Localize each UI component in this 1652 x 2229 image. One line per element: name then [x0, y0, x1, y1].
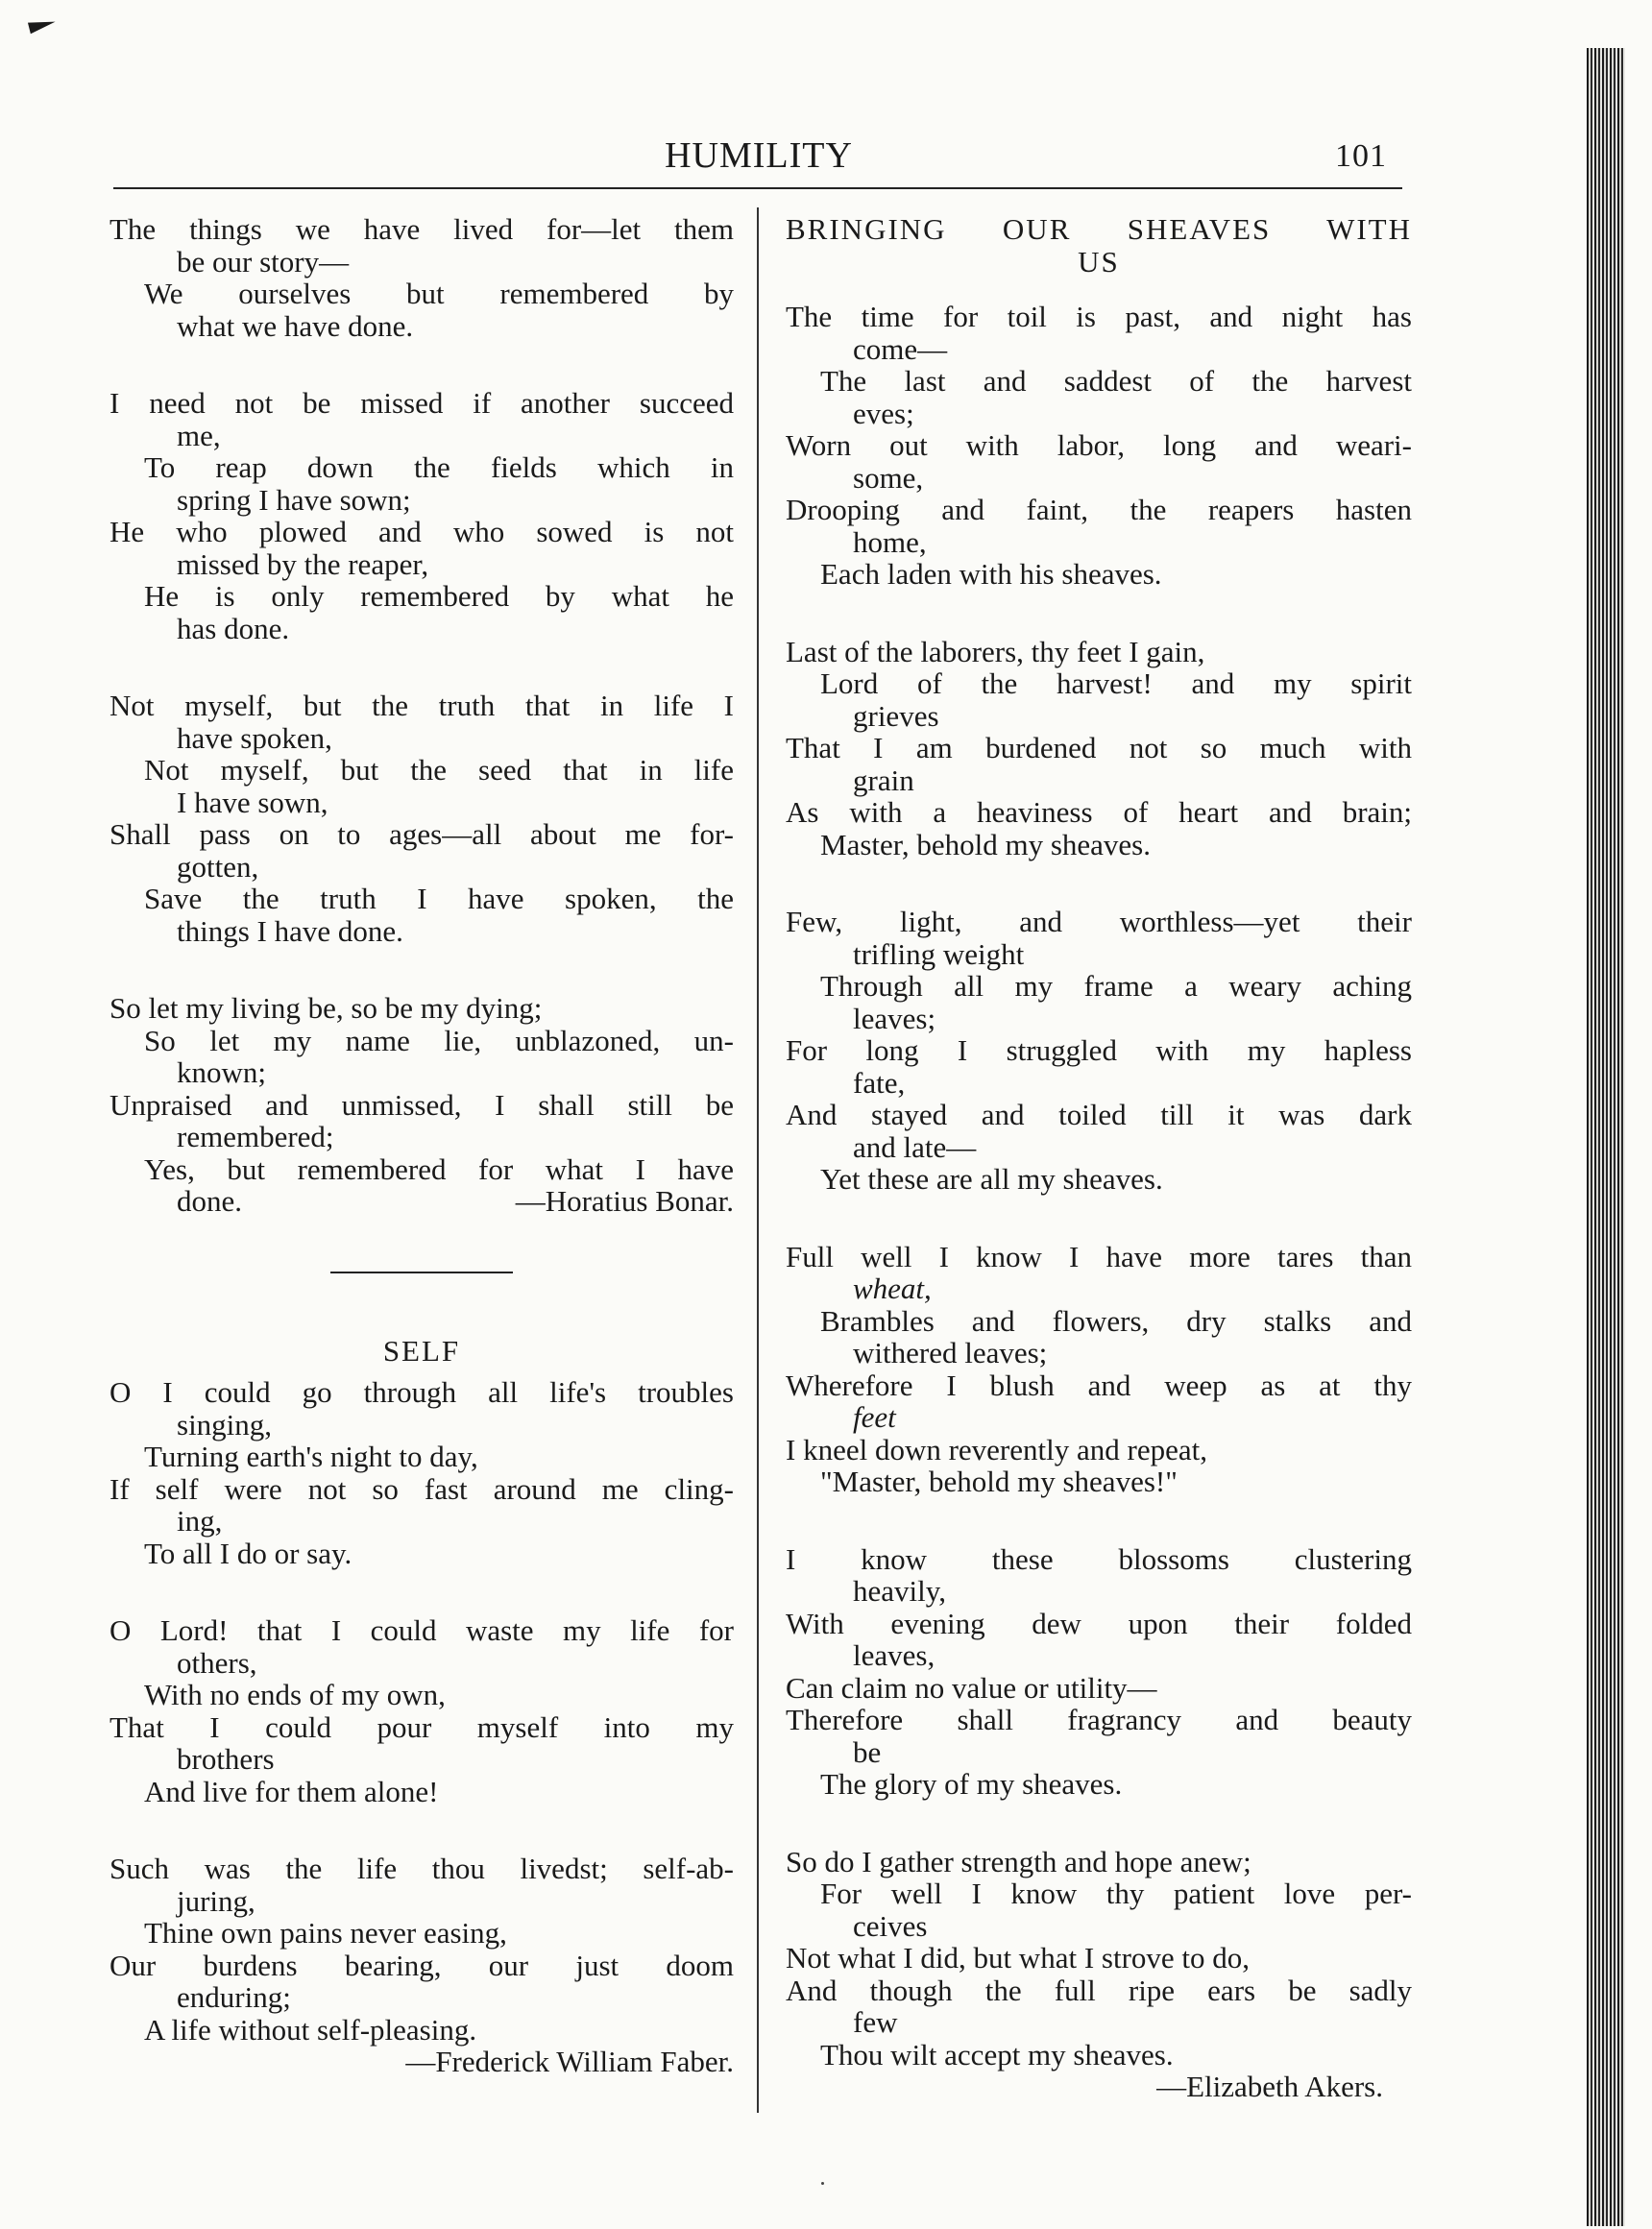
poem-line: I know these blossoms clustering: [786, 1541, 1412, 1576]
stanza: [109, 213, 734, 342]
poem-line: Not what I did, but what I strove to do,: [786, 1941, 1251, 1975]
poem-line: We ourselves but remembered by: [144, 277, 734, 310]
stanza: [109, 690, 734, 947]
section-divider: [330, 1272, 513, 1273]
poem-line: home,: [853, 524, 927, 559]
poem-line: spring I have sown;: [177, 482, 411, 517]
poem-line: The last and saddest of the harvest: [820, 364, 1412, 398]
right-column: [786, 213, 1412, 2103]
poem-title: SELF: [382, 1333, 461, 1368]
poem-line: few: [853, 2005, 898, 2039]
header-rule: [113, 187, 1402, 189]
poem-line: Turning earth's night to day,: [144, 1440, 478, 1473]
poem-line: eves;: [853, 396, 914, 430]
poem-line: "Master, behold my sheaves!": [820, 1465, 1178, 1498]
poem-line: Worn out with labor, long and weari-: [786, 428, 1412, 462]
poem-line: fate,: [853, 1065, 906, 1100]
poem-title-line: US: [1078, 244, 1120, 279]
running-title: HUMILITY: [665, 135, 853, 176]
poem-line: trifling weight: [853, 936, 1025, 971]
poem-line: The time for toil is past, and night has: [786, 300, 1412, 333]
poem-line: To all I do or say.: [144, 1536, 352, 1570]
poem-line: As with a heaviness of heart and brain;: [786, 795, 1412, 829]
left-column: [109, 213, 734, 2078]
poem-line: come—: [853, 331, 948, 366]
poem-line: done.: [177, 1184, 243, 1218]
stanza: [109, 1614, 734, 1807]
poem-line: be our story—: [177, 244, 350, 279]
poem-line: remembered;: [177, 1120, 334, 1153]
poem-line: withered leaves;: [853, 1336, 1048, 1369]
poem-line: gotten,: [177, 849, 259, 884]
poem-line: O I could go through all life's troubles: [109, 1375, 734, 1409]
poem-line: A life without self-pleasing.: [144, 2012, 477, 2047]
column-divider: [757, 207, 759, 2113]
poem-line: others,: [177, 1645, 257, 1680]
poem-line: I have sown,: [177, 785, 328, 819]
poem-line: leaves,: [853, 1638, 935, 1672]
poem-line: singing,: [177, 1407, 273, 1442]
poem-line: Master, behold my sheaves.: [820, 827, 1151, 861]
poem-line: ing,: [177, 1504, 223, 1538]
poem-line: grain: [853, 763, 914, 797]
poem-line: Through all my frame a weary aching: [820, 969, 1412, 1003]
page-number: 101: [1335, 138, 1387, 174]
poem-line: I need not be missed if another succeed: [109, 386, 734, 420]
poem-line: So let my living be, so be my dying;: [109, 991, 543, 1025]
stanza: [109, 1376, 734, 1569]
poem-line: He who plowed and who sowed is not: [109, 515, 734, 548]
attribution: —Frederick William Faber.: [405, 2045, 734, 2078]
poem-line: Unpraised and unmissed, I shall still be: [109, 1087, 734, 1122]
stanza: [786, 301, 1412, 591]
attribution: —Horatius Bonar.: [515, 1184, 734, 1218]
poem-line: Drooping and faint, the reapers hasten: [786, 493, 1412, 526]
poem-line: And though the full ripe ears be sadly: [786, 1973, 1412, 2007]
poem-line: be: [853, 1734, 882, 1769]
poem-line: The things we have lived for—let them: [109, 212, 734, 246]
poem-line: brothers: [177, 1742, 275, 1776]
attribution: —Elizabeth Akers.: [1156, 2070, 1383, 2103]
poem-title: [786, 213, 1412, 278]
stanza: [786, 906, 1412, 1196]
poem-line: Thou wilt accept my sheaves.: [820, 2037, 1174, 2072]
stanza: [786, 636, 1412, 861]
stanza: [786, 1846, 1412, 2103]
poem-line: wheat,: [853, 1272, 932, 1305]
poem-line: enduring;: [177, 1980, 291, 2014]
poem-line: Full well I know I have more tares than: [786, 1239, 1412, 1273]
poem-line: Therefore shall fragrancy and beauty: [786, 1703, 1412, 1736]
page-header: [0, 134, 1498, 176]
binding-edge: [1587, 48, 1625, 2226]
poem-line: Our burdens bearing, our just doom: [109, 1948, 734, 1982]
poem-line: have spoken,: [177, 720, 332, 755]
poem-line: Each laden with his sheaves.: [820, 557, 1162, 591]
poem-title-line: BRINGING OUR SHEAVES WITH: [786, 212, 1412, 246]
poem-line: Wherefore I blush and weep as at thy: [786, 1368, 1412, 1402]
poem-line: leaves;: [853, 1001, 936, 1035]
poem-line: some,: [853, 460, 924, 495]
poem-line: With no ends of my own,: [144, 1678, 446, 1711]
poem-line: known;: [177, 1055, 266, 1089]
poem-line: me,: [177, 418, 221, 452]
poem-line: Last of the laborers, thy feet I gain,: [786, 634, 1205, 668]
poem-line: Yes, but remembered for what I have: [144, 1151, 734, 1186]
poem-line: That I am burdened not so much with: [786, 731, 1412, 764]
poem-line: To reap down the fields which in: [144, 450, 734, 484]
poem-line: And live for them alone!: [144, 1774, 439, 1808]
poem-line: O Lord! that I could waste my life for: [109, 1613, 734, 1647]
poem-line: Brambles and flowers, dry stalks and: [820, 1303, 1412, 1338]
poem-line: things I have done.: [177, 913, 403, 948]
poem-line: For long I struggled with my hapless: [786, 1033, 1412, 1067]
print-speck: [821, 2182, 824, 2185]
poem-line: With evening dew upon their folded: [786, 1606, 1412, 1640]
poem-line: He is only remembered by what he: [144, 579, 734, 613]
poem-line: So let my name lie, unblazoned, un-: [144, 1023, 734, 1057]
poem-line: Can claim no value or utility—: [786, 1670, 1157, 1705]
poem-continued: [109, 213, 734, 1218]
poem-line: And stayed and toiled till it was dark: [786, 1098, 1412, 1131]
poem-line: I kneel down reverently and repeat,: [786, 1432, 1207, 1466]
poem-line: Not myself, but the truth that in life I: [109, 689, 734, 722]
poem-line: Such was the life thou livedst; self-ab-: [109, 1852, 734, 1885]
poem-line: Not myself, but the seed that in life: [144, 753, 734, 787]
poem-line: missed by the reaper,: [177, 546, 429, 581]
stanza: [109, 1853, 734, 2078]
poem-line: The glory of my sheaves.: [820, 1767, 1123, 1801]
poem-line: feet: [853, 1400, 896, 1434]
poem-line: If self were not so fast around me cling-: [109, 1471, 734, 1506]
poem-line: Few, light, and worthless—yet their: [786, 905, 1412, 938]
poem-line: Shall pass on to ages—all about me for-: [109, 817, 734, 851]
poem-line: Thine own pains never easing,: [144, 1916, 507, 1950]
poem-line: Lord of the harvest! and my spirit: [820, 666, 1412, 700]
poem-line: That I could pour myself into my: [109, 1709, 734, 1744]
poem-line: So do I gather strength and hope anew;: [786, 1844, 1251, 1878]
stanza: [786, 1241, 1412, 1498]
poem-line: what we have done.: [177, 308, 414, 343]
poem-line: For well I know thy patient love per-: [820, 1877, 1412, 1910]
poem-self: [109, 1335, 734, 2078]
poem-line: has done.: [177, 611, 290, 645]
poem-line: and late—: [853, 1129, 977, 1164]
stanza: [786, 1543, 1412, 1801]
poem-line: grieves: [853, 698, 939, 733]
stanza: [109, 992, 734, 1218]
poem-line: heavily,: [853, 1574, 946, 1608]
final-line-with-attribution: [109, 1185, 734, 1218]
stanza: [109, 387, 734, 644]
corner-mark: [28, 16, 57, 34]
poem-line: juring,: [177, 1883, 255, 1918]
poem-line: ceives: [853, 1908, 928, 1943]
poem-line: Yet these are all my sheaves.: [820, 1162, 1163, 1196]
poem-line: Save the truth I have spoken, the: [144, 882, 734, 915]
